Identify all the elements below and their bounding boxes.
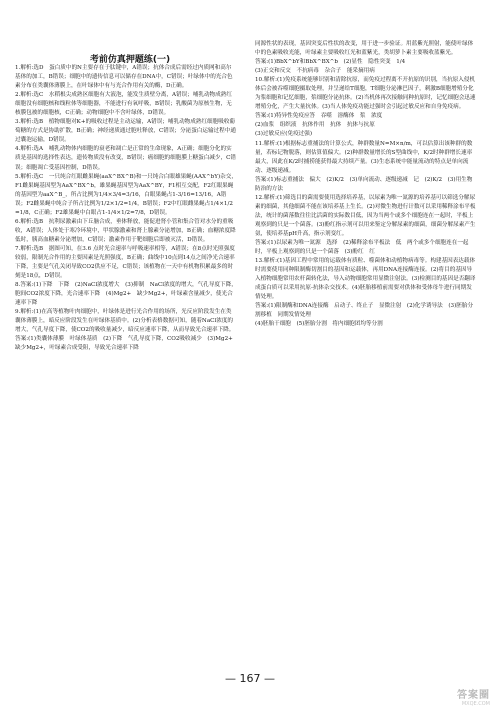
answer-paragraph: (2)血浆 组织液 抗体作用 抗体 抗体与抗原	[255, 122, 375, 129]
answer-paragraph: 答案:(1)标志重捕法 偏大 (2)K/2 (3)单向流动、逐级递减 记 (2)K/2 (3)用生物防治的方法	[255, 176, 473, 192]
watermark-text: 答案圈	[457, 690, 490, 701]
page-number: — 167 —	[225, 672, 275, 685]
answer-paragraph: (3)过敏反应(免疫过强)	[255, 131, 313, 138]
answer-paragraph: 9.解析:(1)在高等植物叶肉细胞中，叶绿体是进行光合作用的场所，光反应阶段发生在类囊体薄膜上，暗反应阶段发生在叶绿体基质中。(2)分析表格数据可知，随着NaCl浓度的增大，气孔导度下降，使CO2的吸收量减少，暗反应速率下降，从而导致光合速率下降。	[15, 309, 235, 334]
answer-paragraph: 11.解析:(1)根据标志重捕法的计算公式，种群数量N=M×n/m，可以估算出该种群的数量，若标记物脱落，则估算值偏大。(2)种群数量增长的S型曲线中，K/2时种群增长速率最大，因此在K/2时捕捞能获得最大持续产量。(3)生态系统中能量流动的特点是单向流动、逐级递减。	[255, 140, 473, 174]
answer-paragraph: 7.解析:选B 据图可知，在3.6 点时光合速率与呼吸速率相等，A错误；在8点时光照强度较弱，限制光合作用的主要因素是光照强度，B正确；曲线中10点到14点之间净光合速率下降，主要是气孔关闭导致CO2供应不足，C错误；该植物在一天中有机物积累最多的时刻是18点，D错误。	[15, 245, 235, 280]
answer-paragraph: 同源性状的表现，基因突变后性状的改变，用于进一步验证。用蓝紫光照射，能使叶绿体中的色素吸收光能，叶绿素主要吸收红光和蓝紫光，类胡萝卜素主要吸收蓝紫光。	[255, 41, 474, 57]
page-title: 考前仿真押题练(一)	[89, 55, 171, 65]
right-column	[255, 40, 477, 330]
left-column	[15, 64, 237, 354]
answer-paragraph: 答案:(1)BbX^bY和BbX^BX^b (2)显性 隐性突变 1/4	[255, 59, 406, 66]
watermark-subtext: MXQE.COM	[461, 701, 490, 707]
answer-paragraph: 10.解析:(1)免疫系统能够识别和清除抗原，而免疫过程离不开抗原的识别，当抗原入侵机体后会被吞噬细胞摄取处理，并呈递给T细胞，T细胞分泌淋巴因子，刺激B细胞增殖分化为浆细胞和记忆细胞，浆细胞分泌抗体。(2)当机体再次接触同种抗原时，记忆细胞会迅速增殖分化，产生大量抗体。(3)当人体免疫功能过强时会引起过敏反应和自身免疫病。	[255, 77, 476, 111]
answer-paragraph: 8.答案:(1)下降 下降 (2)NaCl浓度增大 (3)抑制 NaCl浓度的增大，气孔导度下降，胞间CO2浓度下降，光合速率下降 (4)Mg2+ 缺少Mg2+，叶绿素含量减少，使光合速率下降	[15, 282, 237, 307]
answer-paragraph: 3.解析:选B 植物细胞对K+的吸收过程是主动运输，A错误；哺乳动物成熟红细胞吸收葡萄糖的方式是协助扩散，B正确；神经递质通过胞吐释放，C错误；分泌蛋白运输过程中通过囊泡运输，D错误。	[15, 119, 236, 144]
answer-paragraph: 1.解析:选D 蛋白质中的N主要存在于肽键中，A错误；抗体合成后需经过内质网和高尔基体的加工，B错误；细胞中的遗传信息可以储存在DNA中，C错误；叶绿体中的光合色素分布在类囊体薄膜上，在叶绿体中有与光合作用有关的酶，D正确。	[15, 65, 233, 90]
answer-paragraph: (4)胚胎干细胞 (5)胚胎分割 将内细胞团均等分割	[255, 321, 383, 328]
answer-paragraph: 13.解析:(1)基因工程中常用的运载体有质粒、噬菌体和动植物病毒等。构建基因表达载体时需要使用同种限制酶切割目的基因和运载体，再用DNA连接酶连接。(2)将目的基因导入植物细胞常用农杆菌转化法，导入动物细胞常用显微注射法。(3)检测目的基因是否翻译成蛋白质可以采用抗原-抗体杂交技术。(4)胚胎移植前需要对供体和受体母牛进行同期发情处理。	[255, 258, 476, 301]
answer-paragraph: 5.解析:选C 一只纯合红眼雌果蝇(aaX^BX^B)和一只纯合白眼雄果蝇(AAX^bY)杂交，F1雌果蝇基因型为AaX^BX^b，雄果蝇基因型为AaX^BY，F1相互交配，F2红眼果蝇的基因型为aaX^B_，所占比例为1/4×3/4=3/16，白眼果蝇占1-3/16=13/16，A错误；F2雌果蝇中纯合子所占比例为1/2×1/2=1/4，B错误；F2中红眼雌果蝇占1/4×1/2=1/8，C正确；F2雄果蝇中白眼占1-1/4×1/2=7/8，D错误。	[15, 173, 237, 216]
answer-paragraph: 12.解析:(1)筛选目的菌需要使用选择培养基，以尿素为唯一氮源的培养基可以筛选分解尿素的细菌，其他细菌不能在该培养基上生长。(2)对微生物进行计数可以采用稀释涂布平板法，统计的菌落数往往比活菌的实际数目低，因为当两个或多个细胞连在一起时，平板上观察到的只是一个菌落。(3)酚红指示剂可以用来鉴定分解尿素的细菌，细菌分解尿素产生氨，使培养基pH升高，指示剂变红。	[255, 194, 476, 237]
answer-paragraph: 答案:(1)类囊体薄膜 叶绿体基质 (2)下降 气孔导度下降，CO2吸收减少 (3)Mg2+ 缺少Mg2+，叶绿素合成受阻，导致光合速率下降	[15, 336, 239, 352]
answer-paragraph: 答案:(1)以尿素为唯一氮源 选择 (2)稀释涂布平板法 低 两个或多个细胞连在一起时，平板上观察到的只是一个菌落 (3)酚红 红	[255, 240, 469, 256]
answer-paragraph: (3)正交和反交 不抗病毒 杂合子 能采摘用病	[255, 68, 375, 75]
answer-paragraph: 4.解析:选A 哺乳动物体内细胞的衰老和凋亡是正常的生命现象，A正确；细胞分化的实质是基因的选择性表达，遗传物质没有改变，B错误；癌细胞的细胞膜上糖蛋白减少，C错误；细胞凋亡受基因控制，D错误。	[15, 146, 236, 171]
answer-paragraph: 2.解析:选C 水稻根尖成熟区细胞有大液泡，能发生质壁分离，A错误；哺乳动物成熟红细胞没有细胞核和线粒体等细胞器，不能进行有氧呼吸，B错误；乳酸菌为原核生物，无核膜包被的细胞核，C正确；动物细胞中不含叶绿体，D错误。	[15, 92, 232, 117]
answer-paragraph: 6.解析:选B 抗利尿激素由下丘脑合成，垂体释放，能促进肾小管和集合管对水分的重吸收，A错误；人体处于寒冷环境中，甲状腺激素和肾上腺素分泌增加，B正确；血糖浓度降低时，胰高血糖素分泌增加，C错误；激素作用于靶细胞后即被灭活，D错误。	[15, 218, 236, 243]
watermark-logo	[422, 686, 490, 710]
answer-paragraph: 答案:(1)限制酶和DNA连接酶 启动子、终止子 显微注射 (2)化学诱导法 (3)胚胎分割移植 同期发情处理	[255, 303, 474, 319]
answer-paragraph: 答案:(1)特异性免疫应答 吞噬 溶酶体 浆 浓度	[255, 113, 383, 120]
